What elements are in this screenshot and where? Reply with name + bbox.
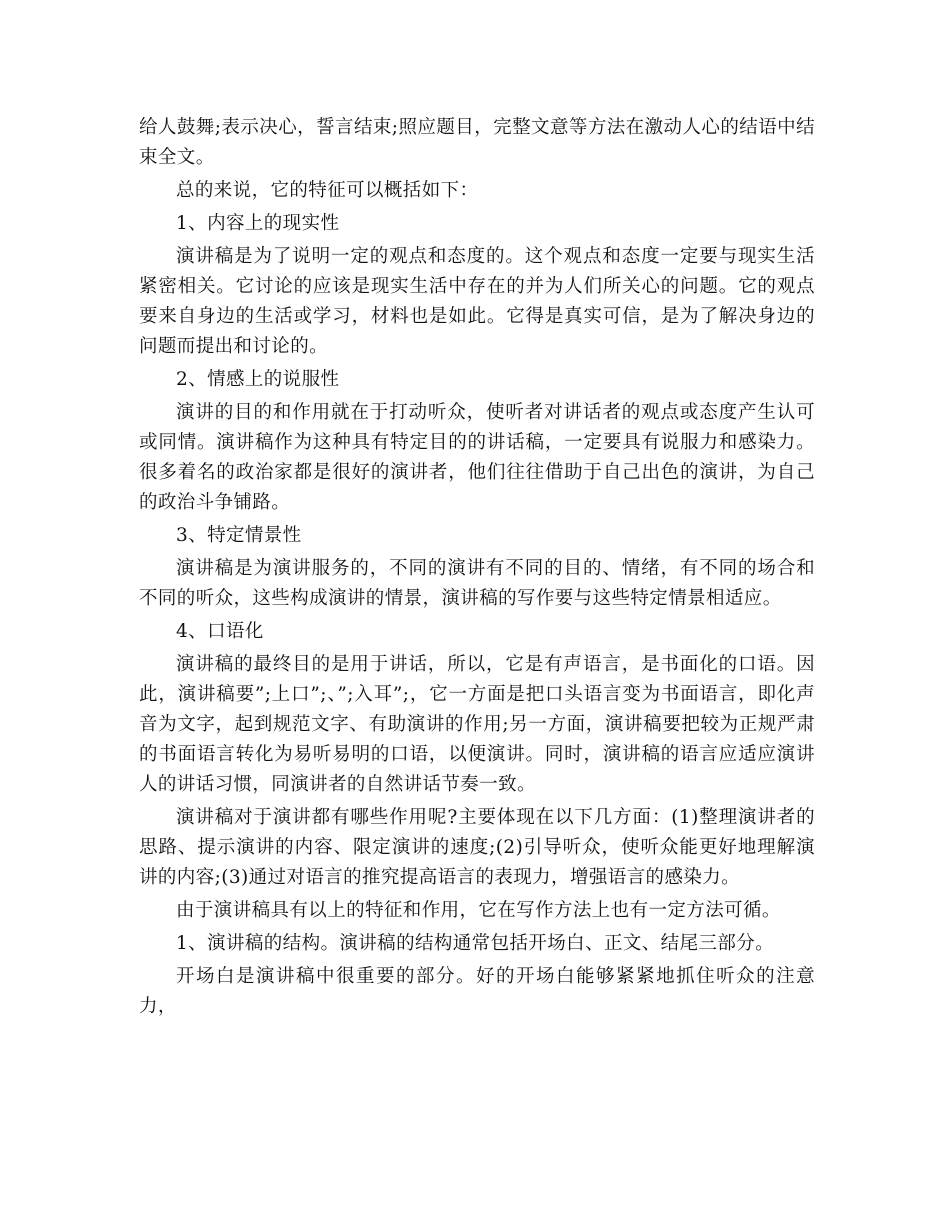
paragraph: 演讲稿的最终目的是用于讲话，所以，它是有声语言，是书面化的口语。因此，演讲稿要”;上口”;、”;入耳”;，它一方面是把口头语言变为书面语言，即化声音为文字，起到规范文字、有助演讲的作用;另一方面，演讲稿要把较为正规严肃的书面语言转化为易听易明的口语，以便演讲。同时，演讲稿的语言应适应演讲人的讲话习惯，同演讲者的自然讲话节奏一致。 <box>139 654 815 795</box>
paragraph: 给人鼓舞;表示决心，誓言结束;照应题目，完整文意等方法在激动人心的结语中结束全文。 <box>139 117 815 168</box>
paragraph: 总的来说，它的特征可以概括如下： <box>176 180 479 201</box>
document-body <box>139 113 815 1025</box>
section-heading: 4、口语化 <box>176 621 264 642</box>
paragraph: 1、演讲稿的结构。演讲稿的结构通常包括开场白、正文、结尾三部分。 <box>176 933 775 954</box>
section-heading: 1、内容上的现实性 <box>176 213 340 234</box>
paragraph: 演讲稿是为了说明一定的观点和态度的。这个观点和态度一定要与现实生活紧密相关。它讨论的应该是现实生活中存在的并为人们所关心的问题。它的观点要来自身边的生活或学习，材料也是如此。它得是真实可信，是为了解决身边的问题而提出和讨论的。 <box>139 246 815 357</box>
section-heading: 3、特定情景性 <box>176 525 302 546</box>
paragraph: 演讲的目的和作用就在于打动听众，使听者对讲话者的观点或态度产生认可或同情。演讲稿作为这种具有特定目的的讲话稿，一定要具有说服力和感染力。很多着名的政治家都是很好的演讲者，他们往往借助于自己出色的演讲，为自己的政治斗争铺路。 <box>139 402 815 513</box>
paragraph: 开场白是演讲稿中很重要的部分。好的开场白能够紧紧地抓住听众的注意力， <box>139 966 815 1017</box>
paragraph: 演讲稿是为演讲服务的，不同的演讲有不同的目的、情绪，有不同的场合和不同的听众，这些构成演讲的情景，演讲稿的写作要与这些特定情景相适应。 <box>139 558 815 609</box>
section-heading: 2、情感上的说服性 <box>176 369 340 390</box>
paragraph: 由于演讲稿具有以上的特征和作用，它在写作方法上也有一定方法可循。 <box>176 900 781 921</box>
paragraph: 演讲稿对于演讲都有哪些作用呢?主要体现在以下几方面：(1)整理演讲者的思路、提示演讲的内容、限定演讲的速度;(2)引导听众，使听众能更好地理解演讲的内容;(3)通过对语言的推究提高语言的表现力，增强语言的感染力。 <box>139 807 815 888</box>
